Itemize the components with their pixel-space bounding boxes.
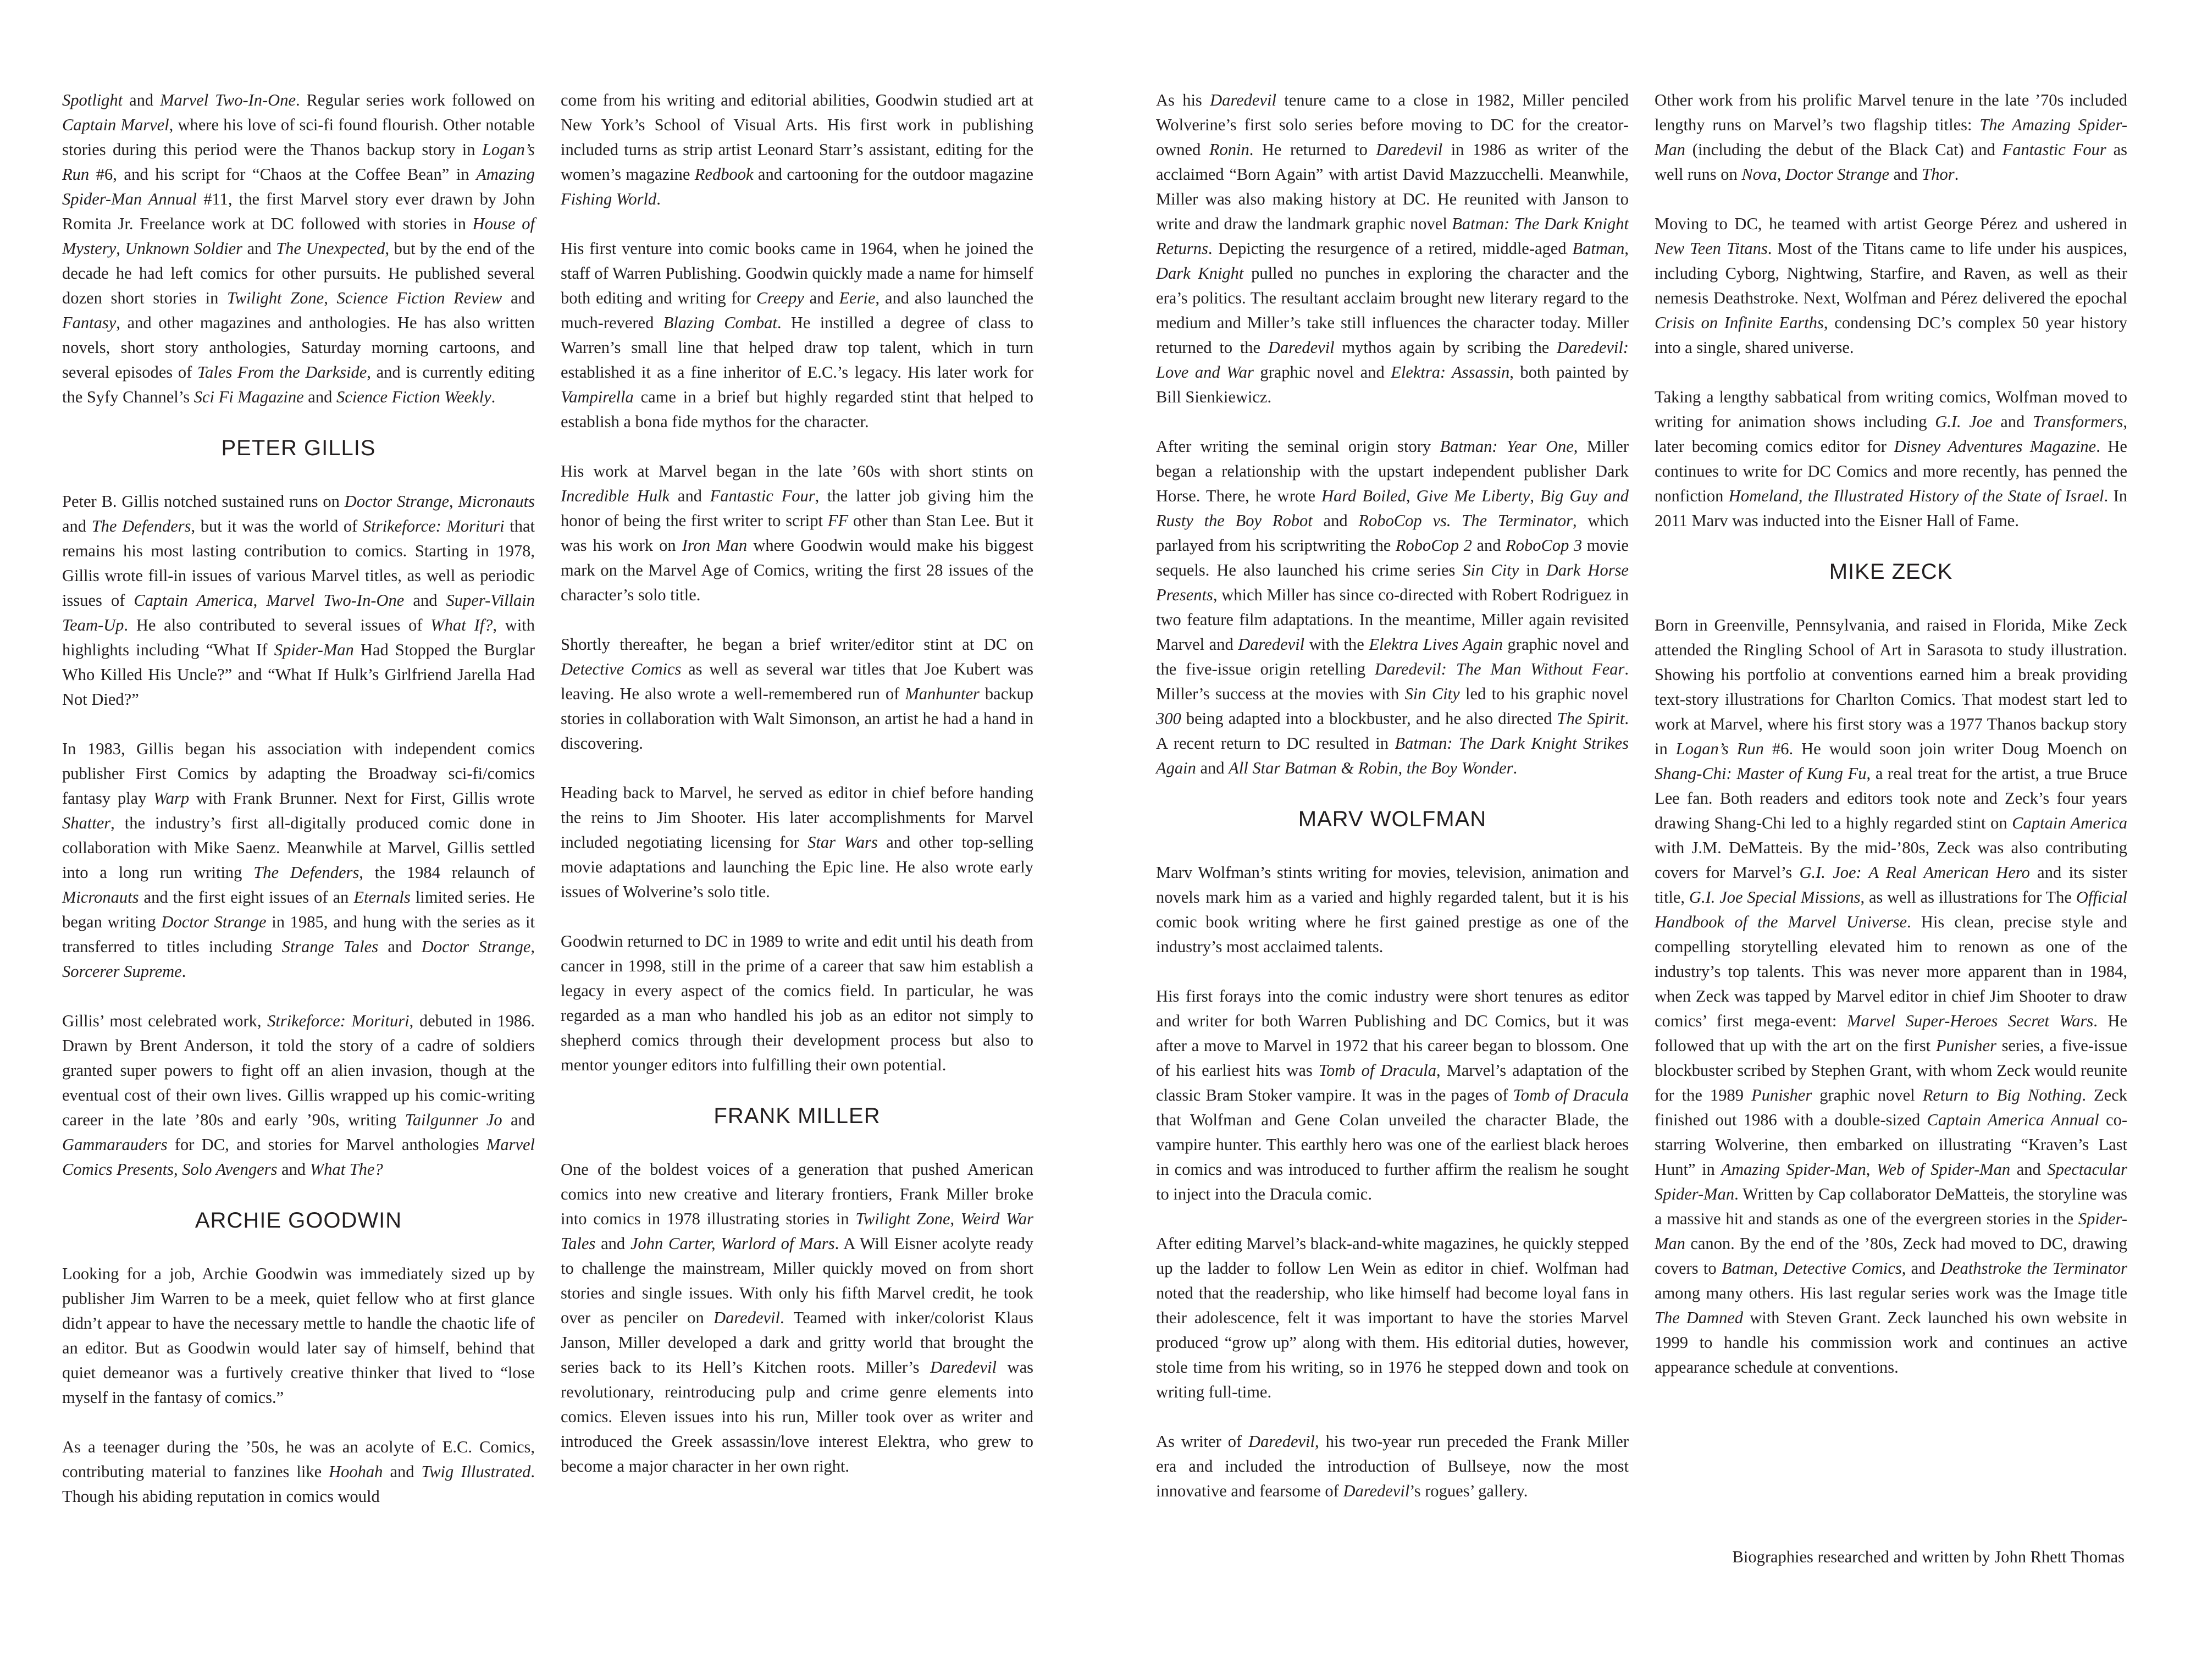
paragraph: Moving to DC, he teamed with artist George Pérez and ushered in New Teen Titans. Most of the Titans came to life under his auspices, including Cyborg, Nightwing, Starfire, and Raven, as well as their nemesis Deathstroke. Next, Wolfman and Pérez delivered the epochal Crisis on Infinite Earths, condensing DC’s complex 50 year history into a single, shared universe.	[1655, 214, 2128, 357]
paragraph: As his Daredevil tenure came to a close in 1982, Miller penciled Wolverine’s first solo series before moving to DC for the creator-owned Ronin. He returned to Daredevil in 1986 as writer of the acclaimed “Born Again” with artist David Mazzucchelli. Meanwhile, Miller was also making history at DC. He reunited with Janson to write and draw the landmark graphic novel Batman: The Dark Knight Returns. Depicting the resurgence of a retired, middle-aged Batman, Dark Knight pulled no punches in exploring the character and the era’s politics. The resultant acclaim brought new literary regard to the medium and Miller’s take still influences the character today. Miller returned to the Daredevil mythos again by scribing the Daredevil: Love and War graphic novel and Elektra: Assassin, both painted by Bill Sienkiewicz.	[1156, 91, 1629, 406]
paragraph: His first venture into comic books came in 1964, when he joined the staff of Warren Publishing. Goodwin quickly made a name for himself both editing and writing for Creepy and Eerie, and also launched the much-revered Blazing Combat. He instilled a degree of class to Warren’s small line that helped draw top talent, which in turn established it as a fine inheritor of E.C.’s legacy. His later work for Vampirella came in a brief but highly regarded stint that helped to establish a bona fide mythos for the character.	[561, 239, 1034, 431]
credit-line: Biographies researched and written by John Rhett Thomas	[1732, 1548, 2125, 1566]
column-1	[62, 88, 535, 1534]
paragraph: His first forays into the comic industry were short tenures as editor and writer for both Warren Publishing and DC Comics, but it was after a move to Marvel in 1972 that his career began to blossom. One of his earliest hits was Tomb of Dracula, Marvel’s adaptation of the classic Bram Stoker vampire. It was in the pages of Tomb of Dracula that Wolfman and Gene Colan unveiled the character Blade, the vampire hunter. This earthly hero was one of the earliest black heroes in comics and was introduced to further affirm the realism he sought to inject into the Dracula comic.	[1156, 987, 1629, 1203]
paragraph: Taking a lengthy sabbatical from writing comics, Wolfman moved to writing for animation shows including G.I. Joe and Transformers, later becoming comics editor for Disney Adventures Magazine. He continues to write for DC Comics and more recently, has penned the nonfiction Homeland, the Illustrated History of the State of Israel. In 2011 Marv was inducted into the Eisner Hall of Fame.	[1655, 388, 2127, 530]
column-2	[561, 88, 1033, 1504]
paragraph: As a teenager during the ’50s, he was an acolyte of E.C. Comics, contributing material to fanzines like Hoohah and Twig Illustrated. Though his abiding reputation in comics would	[62, 1438, 535, 1506]
heading-frank-miller: FRANK MILLER	[713, 1104, 881, 1128]
heading-archie-goodwin: ARCHIE GOODWIN	[195, 1208, 402, 1233]
heading-peter-gillis: PETER GILLIS	[221, 436, 376, 460]
paragraph: Other work from his prolific Marvel tenure in the late ’70s included lengthy runs on Marvel’s two flagship titles: The Amazing Spider-Man (including the debut of the Black Cat) and Fantastic Four as well runs on Nova, Doctor Strange and Thor.	[1655, 91, 2127, 184]
column-4	[1655, 88, 2127, 1405]
heading-mike-zeck: MIKE ZECK	[1829, 560, 1953, 584]
paragraph: Born in Greenville, Pennsylvania, and raised in Florida, Mike Zeck attended the Ringling School of Art in Sarasota to study illustration. Showing his portfolio at conventions earned him a break providing text-story illustrations for Charlton Comics. That modest start led to work at Marvel, where his first story was a 1977 Thanos backup story in Logan’s Run #6. He would soon join writer Doug Moench on Shang-Chi: Master of Kung Fu, a real treat for the artist, a true Bruce Lee fan. Both readers and editors took note and Zeck’s four years drawing Shang-Chi led to a highly regarded stint on Captain America with J.M. DeMatteis. By the mid-’80s, Zeck was also contributing covers for Marvel’s G.I. Joe: A Real American Hero and its sister title, G.I. Joe Special Missions, as well as illustrations for The Official Handbook of the Marvel Universe. His clean, precise style and compelling storytelling elevated him to renown as one of the industry’s top talents. This was never more apparent than in 1984, when Zeck was tapped by Marvel editor in chief Jim Shooter to draw comics’ first mega-event: Marvel Super-Heroes Secret Wars. He followed that up with the art on the first Punisher series, a five-issue blockbuster scribed by Stephen Grant, with whom Zeck would reunite for the 1989 Punisher graphic novel Return to Big Nothing. Zeck finished out 1986 with a double-sized Captain America Annual co-starring Wolverine, then embarked on illustrating “Kraven’s Last Hunt” in Amazing Spider-Man, Web of Spider-Man and Spectacular Spider-Man. Written by Cap collaborator DeMatteis, the storyline was a massive hit and stands as one of the evergreen stories in the Spider-Man canon. By the end of the ’80s, Zeck had moved to DC, drawing covers to Batman, Detective Comics, and Deathstroke the Terminator among many others. His last regular series work was the Image title The Damned with Steven Grant. Zeck launched his own website in 1999 to handle his commission work and continues an active appearance schedule at conventions.	[1655, 616, 2128, 1377]
paragraph: After writing the seminal origin story Batman: Year One, Miller began a relationship with the upstart independent publisher Dark Horse. There, he wrote Hard Boiled, Give Me Liberty, Big Guy and Rusty the Boy Robot and RoboCop vs. The Terminator, which parlayed from his scriptwriting the RoboCop 2 and RoboCop 3 movie sequels. He also launched his crime series Sin City in Dark Horse Presents, which Miller has since co-directed with Robert Rodriguez in two feature film adaptations. In the meantime, Miller again revisited Marvel and Daredevil with the Elektra Lives Again graphic novel and the five-issue origin retelling Daredevil: The Man Without Fear. Miller’s success at the movies with Sin City led to his graphic novel 300 being adapted into a blockbuster, and he also directed The Spirit. A recent return to DC resulted in Batman: The Dark Knight Strikes Again and All Star Batman & Robin, the Boy Wonder.	[1156, 437, 1629, 777]
paragraph: One of the boldest voices of a generation that pushed American comics into new creative and literary frontiers, Frank Miller broke into comics in 1978 illustrating stories in Twilight Zone, Weird War Tales and John Carter, Warlord of Mars. A Will Eisner acolyte ready to challenge the mainstream, Miller quickly moved on from short stories and single issues. With only his fifth Marvel credit, he took over as penciler on Daredevil. Teamed with inker/colorist Klaus Janson, Miller developed a dark and gritty world that brought the series back to its Hell’s Kitchen roots. Miller’s Daredevil was revolutionary, reintroducing pulp and crime genre elements into comics. Eleven issues into his run, Miller took over as writer and introduced the Greek assassin/love interest Elektra, who grew to become a major character in her own right.	[561, 1160, 1034, 1475]
paragraph: Goodwin returned to DC in 1989 to write and edit until his death from cancer in 1998, still in the prime of a career that saw him establish a legacy in every aspect of the comics field. In particular, he was regarded as a man who handled his job as an editor not simply to shepherd comics through their development process but also to mentor younger editors into fulfilling their own potential.	[561, 932, 1033, 1074]
paragraph: His work at Marvel began in the late ’60s with short stints on Incredible Hulk and Fantastic Four, the latter job giving him the honor of being the first writer to script FF other than Stan Lee. But it was his work on Iron Man where Goodwin would make his biggest mark on the Marvel Age of Comics, writing the first 28 issues of the character’s solo title.	[561, 462, 1033, 604]
paragraph: Spotlight and Marvel Two-In-One. Regular series work followed on Captain Marvel, where his love of sci-fi found flourish. Other notable stories during this period were the Thanos backup story in Logan’s Run #6, and his script for “Chaos at the Coffee Bean” in Amazing Spider-Man Annual #11, the first Marvel story ever drawn by John Romita Jr. Freelance work at DC followed with stories in House of Mystery, Unknown Soldier and The Unexpected, but by the end of the decade he had left comics for other pursuits. He published several dozen short stories in Twilight Zone, Science Fiction Review and Fantasy, and other magazines and anthologies. He has also written novels, short story anthologies, Saturday morning cartoons, and several episodes of Tales From the Darkside, and is currently editing the Syfy Channel’s Sci Fi Magazine and Science Fiction Weekly.	[62, 91, 535, 406]
paragraph: Looking for a job, Archie Goodwin was immediately sized up by publisher Jim Warren to be a meek, quiet fellow who at first glance didn’t appear to have the necessary mettle to handle the chaotic life of an editor. But as Goodwin would later say of himself, behind that quiet demeanor was a furtively creative thinker that lived to “lose myself in the fantasy of comics.”	[62, 1264, 535, 1407]
paragraph: In 1983, Gillis began his association with independent comics publisher First Comics by adapting the Broadway sci-fi/comics fantasy play Warp with Frank Brunner. Next for First, Gillis wrote Shatter, the industry’s first all-digitally produced comic done in collaboration with Mike Saenz. Meanwhile at Marvel, Gillis settled into a long run writing The Defenders, the 1984 relaunch of Micronauts and the first eight issues of an Eternals limited series. He began writing Doctor Strange in 1985, and hung with the series as it transferred to titles including Strange Tales and Doctor Strange, Sorcerer Supreme.	[62, 739, 535, 981]
paragraph: After editing Marvel’s black-and-white magazines, he quickly stepped up the ladder to follow Len Wein as editor in chief. Wolfman had noted that the readership, who like himself had become loyal fans in their adolescence, felt it was important to have the stories Marvel produced “grow up” along with them. His editorial duties, however, stole time from his writing, so in 1976 he stepped down and took on writing full-time.	[1156, 1234, 1629, 1401]
paragraph: Peter B. Gillis notched sustained runs on Doctor Strange, Micronauts and The Defenders, but it was the world of Strikeforce: Morituri that remains his most lasting contribution to comics. Starting in 1978, Gillis wrote fill-in issues of various Marvel titles, as well as periodic issues of Captain America, Marvel Two-In-One and Super-Villain Team-Up. He also contributed to several issues of What If?, with highlights including “What If Spider-Man Had Stopped the Burglar Who Killed His Uncle?” and “What If Hulk’s Girlfriend Jarella Had Not Died?”	[62, 492, 535, 709]
paragraph: As writer of Daredevil, his two-year run preceded the Frank Miller era and included the introduction of Bullseye, now the most innovative and fearsome of Daredevil’s rogues’ gallery.	[1156, 1432, 1629, 1500]
column-3	[1156, 88, 1629, 1528]
paragraph: Shortly thereafter, he began a brief writer/editor stint at DC on Detective Comics as well as several war titles that Joe Kubert was leaving. He also wrote a well-remembered run of Manhunter backup stories in collaboration with Walt Simonson, an artist he had a hand in discovering.	[561, 635, 1033, 753]
paragraph: come from his writing and editorial abilities, Goodwin studied art at New York’s School of Visual Arts. His first work in publishing included turns as strip artist Leonard Starr’s assistant, editing for the women’s magazine Redbook and cartooning for the outdoor magazine Fishing World.	[561, 91, 1033, 208]
paragraph: Marv Wolfman’s stints writing for movies, television, animation and novels mark him as a varied and highly regarded talent, but it is his comic book writing where he first gained prestige as one of the industry’s most acclaimed talents.	[1156, 863, 1629, 956]
paragraph: Heading back to Marvel, he served as editor in chief before handing the reins to Jim Shooter. His later accomplishments for Marvel included negotiating licensing for Star Wars and other top-selling movie adaptations and launching the Epic line. He also wrote early issues of Wolverine’s solo title.	[561, 783, 1033, 901]
heading-marv-wolfman: MARV WOLFMAN	[1298, 807, 1487, 831]
paragraph: Gillis’ most celebrated work, Strikeforce: Morituri, debuted in 1986. Drawn by Brent Anderson, it told the story of a cadre of soldiers granted super powers to fight off an alien invasion, though at the eventual cost of their own lives. Gillis wrapped up his comic-writing career in the late ’80s and early ’90s, writing Tailgunner Jo and Gammarauders for DC, and stories for Marvel anthologies Marvel Comics Presents, Solo Avengers and What The?	[62, 1012, 535, 1179]
